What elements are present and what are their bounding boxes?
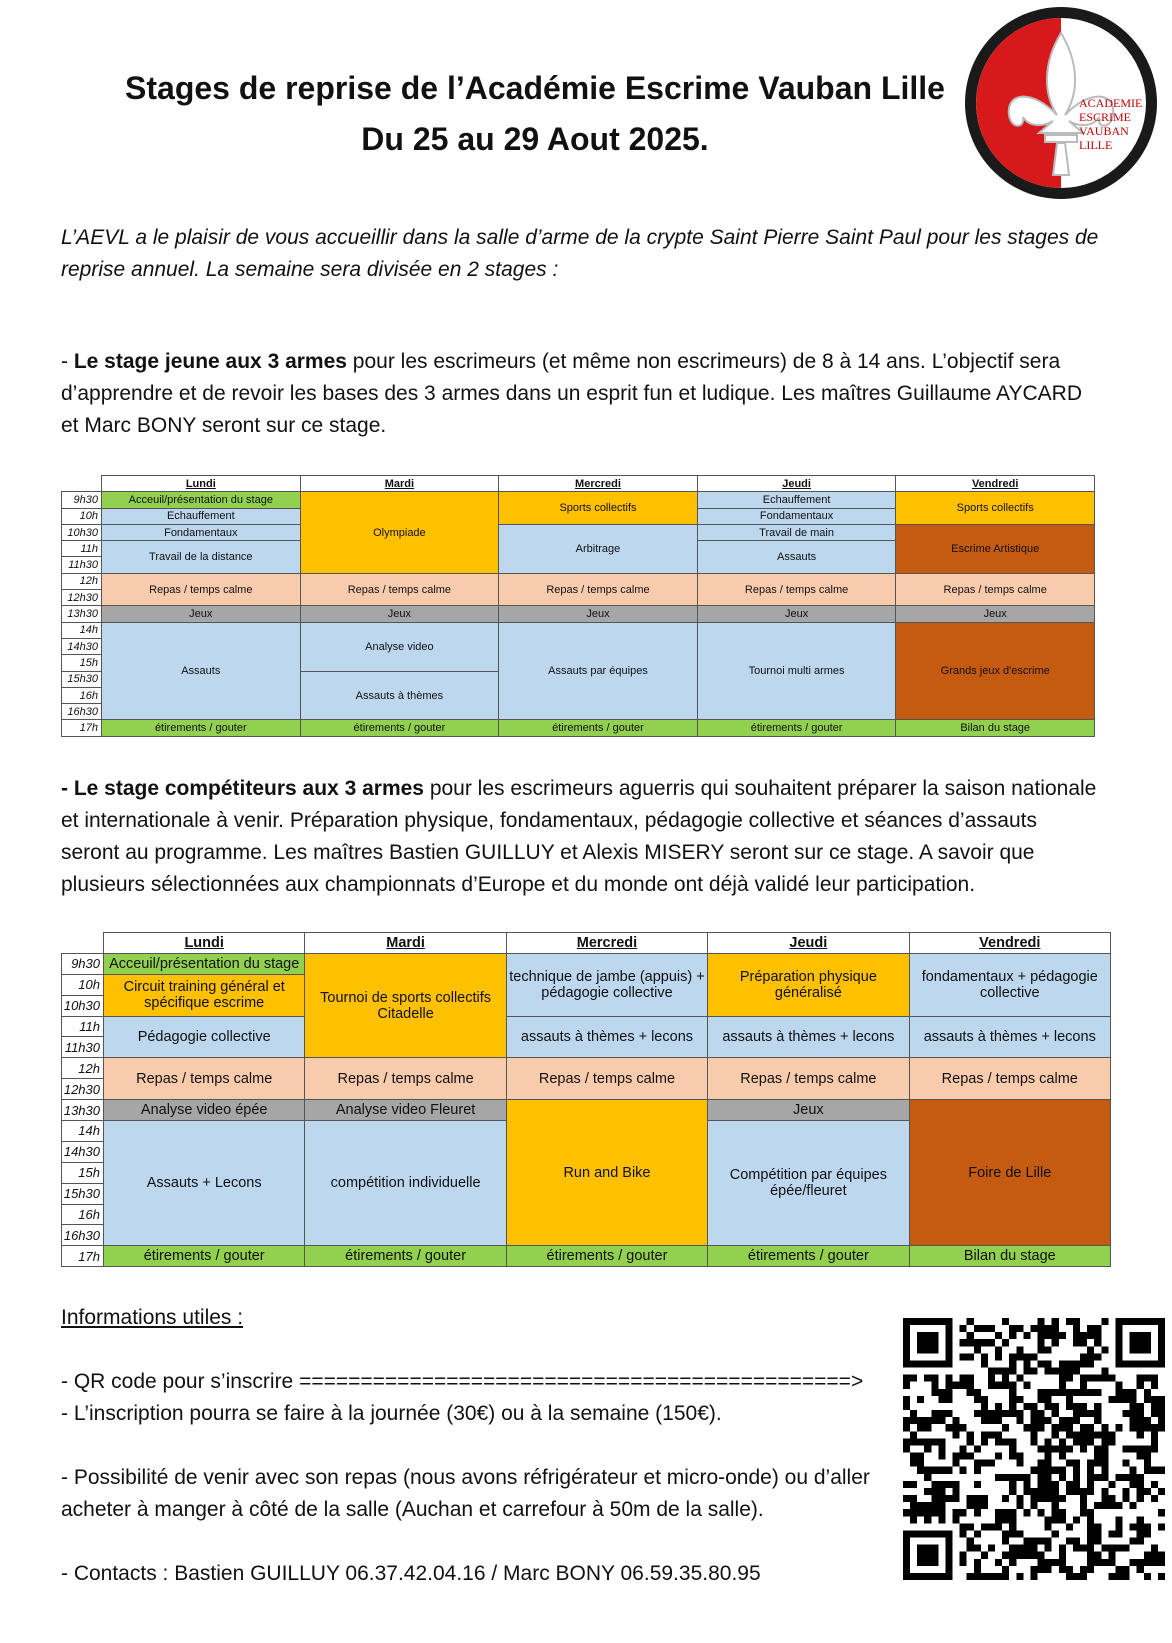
slot-mardi-analyse-video: Analyse video Fleuret (305, 1100, 506, 1121)
slot-jeudi-assauts: Assauts (697, 541, 896, 574)
info-heading: Informations utiles : (61, 1306, 244, 1329)
slot-jeudi-competition-equipes: Compétition par équipes épée/fleuret (708, 1121, 909, 1246)
slot-mercredi-etirements: étirements / gouter (506, 1246, 707, 1267)
intro-paragraph: L’AEVL a le plaisir de vous accueillir dans la salle d’arme de la crypte Saint Pierre Saint Paul pour les stages de reprise annuel. La semaine sera divisée en 2 stages : (61, 226, 1099, 281)
time-label: 12h30 (62, 1079, 104, 1100)
time-label: 11h (62, 541, 102, 557)
day-header-mercredi: Mercredi (499, 476, 698, 492)
slot-jeudi-jeux: Jeux (697, 606, 896, 622)
slot-mercredi-repas: Repas / temps calme (506, 1058, 707, 1100)
slot-mardi-competition: compétition individuelle (305, 1121, 506, 1246)
day-header-mercredi: Mercredi (506, 933, 707, 954)
schedule-stage-competiteurs (61, 932, 1111, 1267)
stage-competiteurs-description (61, 773, 1101, 901)
slot-lundi-accueil: Acceuil/présentation du stage (104, 953, 305, 974)
slot-lundi-assauts-lecons: Assauts + Lecons (104, 1121, 305, 1246)
time-label: 10h30 (62, 995, 104, 1016)
slot-jeudi-tournoi: Tournoi multi armes (697, 622, 896, 720)
slot-mardi-repas: Repas / temps calme (300, 573, 499, 606)
slot-lundi-distance: Travail de la distance (102, 541, 301, 574)
qr-finder-2-2 (917, 1545, 938, 1566)
slot-jeudi-travail-main: Travail de main (697, 524, 896, 540)
slot-mardi-jeux: Jeux (300, 606, 499, 622)
time-label: 12h30 (62, 590, 102, 606)
logo-text-4: LILLE (1079, 138, 1113, 152)
slot-jeudi-fondamentaux: Fondamentaux (697, 508, 896, 524)
slot-lundi-assauts: Assauts (102, 622, 301, 720)
time-label: 13h30 (62, 606, 102, 622)
time-label: 11h30 (62, 1037, 104, 1058)
slot-lundi-repas: Repas / temps calme (104, 1058, 305, 1100)
info-contacts-line: - Contacts : Bastien GUILLUY 06.37.42.04.16 / Marc BONY 06.59.35.80.95 (61, 1562, 761, 1585)
slot-mercredi-run-bike: Run and Bike (506, 1100, 707, 1246)
time-label: 14h30 (62, 638, 102, 654)
corner-cell (62, 476, 102, 492)
slot-mercredi-arbitrage: Arbitrage (499, 524, 698, 573)
slot-mardi-tournoi-sports: Tournoi de sports collectifs Citadelle (305, 953, 506, 1057)
slot-mardi-etirements: étirements / gouter (300, 720, 499, 736)
slot-lundi-etirements: étirements / gouter (102, 720, 301, 736)
time-label: 10h30 (62, 524, 102, 540)
slot-mercredi-jeux: Jeux (499, 606, 698, 622)
slot-mercredi-technique-jambe: technique de jambe (appuis) + pédagogie collective (506, 953, 707, 1016)
day-header-vendredi: Vendredi (896, 476, 1095, 492)
stage-competiteurs-title: - Le stage compétiteurs aux 3 armes (61, 777, 424, 800)
slot-mardi-etirements: étirements / gouter (305, 1246, 506, 1267)
slot-jeudi-echauffement: Echauffement (697, 492, 896, 508)
slot-lundi-echauffement: Echauffement (102, 508, 301, 524)
stage-competiteurs-text: pour les escrimeurs aguerris qui souhaitent préparer la saison nationale et internationale à venir. Préparation physique, fondamentaux, pédagogie collective et séances d’assauts seront au programme. Les maîtres Bastien GUILLUY et Alexis MISERY seront sur ce stage. A savoir que plusieurs sélectionnées aux championnats d’Europe et du monde ont déjà validé leur participation. (61, 777, 1097, 896)
slot-vendredi-escrime-artistique: Escrime Artistique (896, 524, 1095, 573)
time-label: 10h (62, 508, 102, 524)
slot-jeudi-repas: Repas / temps calme (697, 573, 896, 606)
slot-lundi-accueil: Acceuil/présentation du stage (102, 492, 301, 508)
time-label: 17h (62, 1246, 104, 1267)
logo-text-1: ACADEMIE (1079, 96, 1143, 110)
time-label: 16h30 (62, 1225, 104, 1246)
time-label: 11h30 (62, 557, 102, 573)
slot-jeudi-preparation-physique: Préparation physique généralisé (708, 953, 909, 1016)
time-label: 11h (62, 1016, 104, 1037)
info-qr-line: - QR code pour s’inscrire =============================================> (61, 1370, 864, 1393)
slot-vendredi-grands-jeux: Grands jeux d'escrime (896, 622, 1095, 720)
club-logo (961, 3, 1161, 203)
stage-jeune-title: Le stage jeune aux 3 armes (73, 350, 347, 373)
time-label: 9h30 (62, 492, 102, 508)
info-meal-line: - Possibilité de venir avec son repas (nous avons réfrigérateur et micro-onde) ou d’aller acheter à manger à côté de la salle (Auchan et carrefour à 50m de la salle). (61, 1466, 870, 1521)
time-label: 16h (62, 687, 102, 703)
registration-qr-code[interactable] (903, 1318, 1165, 1580)
day-header-jeudi: Jeudi (697, 476, 896, 492)
slot-lundi-pedagogie: Pédagogie collective (104, 1016, 305, 1058)
slot-vendredi-jeux: Jeux (896, 606, 1095, 622)
stage-jeune-text: pour les escrimeurs (et même non escrimeurs) de 8 à 14 ans. L’objectif sera d’apprendre et de revoir les bases des 3 armes dans un esprit fun et ludique. Les maîtres Guillaume AYCARD et Marc BONY seront sur ce stage. (61, 350, 1082, 437)
slot-mercredi-etirements: étirements / gouter (499, 720, 698, 736)
time-label: 14h (62, 1121, 104, 1142)
slot-vendredi-bilan: Bilan du stage (909, 1246, 1110, 1267)
time-label: 16h30 (62, 704, 102, 720)
schedule-stage-jeune (61, 475, 1095, 737)
slot-lundi-circuit-training: Circuit training général et spécifique escrime (104, 974, 305, 1016)
slot-jeudi-etirements: étirements / gouter (697, 720, 896, 736)
slot-mercredi-assauts-themes: assauts à thèmes + lecons (506, 1016, 707, 1058)
qr-finder-0-2 (917, 1332, 938, 1353)
time-label: 12h (62, 573, 102, 589)
slot-lundi-repas: Repas / temps calme (102, 573, 301, 606)
slot-vendredi-repas: Repas / temps calme (909, 1058, 1110, 1100)
time-label: 10h (62, 974, 104, 995)
info-price-line: - L’inscription pourra se faire à la journée (30€) ou à la semaine (150€). (61, 1402, 722, 1425)
slot-vendredi-repas: Repas / temps calme (896, 573, 1095, 606)
slot-vendredi-fondamentaux: fondamentaux + pédagogie collective (909, 953, 1110, 1016)
time-label: 16h (62, 1204, 104, 1225)
slot-mardi-olympiade: Olympiade (300, 492, 499, 573)
slot-mercredi-sports: Sports collectifs (499, 492, 698, 525)
slot-lundi-jeux: Jeux (102, 606, 301, 622)
day-header-jeudi: Jeudi (708, 933, 909, 954)
time-label: 15h30 (62, 671, 102, 687)
slot-vendredi-sports: Sports collectifs (896, 492, 1095, 525)
time-label: 14h (62, 622, 102, 638)
slot-jeudi-assauts-themes: assauts à thèmes + lecons (708, 1016, 909, 1058)
day-header-lundi: Lundi (102, 476, 301, 492)
slot-jeudi-etirements: étirements / gouter (708, 1246, 909, 1267)
slot-lundi-etirements: étirements / gouter (104, 1246, 305, 1267)
time-label: 15h30 (62, 1183, 104, 1204)
slot-lundi-fondamentaux: Fondamentaux (102, 524, 301, 540)
slot-jeudi-jeux: Jeux (708, 1100, 909, 1121)
page-subtitle-dates: Du 25 au 29 Aout 2025. (361, 121, 709, 157)
slot-vendredi-bilan: Bilan du stage (896, 720, 1095, 736)
time-label: 9h30 (62, 953, 104, 974)
page-title: Stages de reprise de l’Académie Escrime Vauban Lille (125, 70, 945, 106)
time-label: 15h (62, 1162, 104, 1183)
slot-mercredi-assauts-equipes: Assauts par équipes (499, 622, 698, 720)
time-label: 13h30 (62, 1100, 104, 1121)
day-header-mardi: Mardi (305, 933, 506, 954)
slot-vendredi-assauts-themes: assauts à thèmes + lecons (909, 1016, 1110, 1058)
stage-jeune-prefix: - (61, 350, 74, 373)
day-header-vendredi: Vendredi (909, 933, 1110, 954)
logo-text-3: VAUBAN (1079, 124, 1129, 138)
logo-text-2: ESCRIME (1079, 110, 1132, 124)
stage-jeune-description (61, 346, 1101, 442)
corner-cell (62, 933, 104, 954)
day-header-mardi: Mardi (300, 476, 499, 492)
slot-jeudi-repas: Repas / temps calme (708, 1058, 909, 1100)
qr-finder-1-2 (1130, 1332, 1151, 1353)
time-label: 17h (62, 720, 102, 736)
slot-mardi-analyse-video: Analyse video (300, 622, 499, 671)
slot-mardi-assauts-themes: Assauts à thèmes (300, 671, 499, 720)
time-label: 12h (62, 1058, 104, 1079)
slot-mardi-repas: Repas / temps calme (305, 1058, 506, 1100)
time-label: 15h (62, 655, 102, 671)
day-header-lundi: Lundi (104, 933, 305, 954)
time-label: 14h30 (62, 1141, 104, 1162)
slot-vendredi-foire: Foire de Lille (909, 1100, 1110, 1246)
slot-mercredi-repas: Repas / temps calme (499, 573, 698, 606)
slot-lundi-analyse-video: Analyse video épée (104, 1100, 305, 1121)
